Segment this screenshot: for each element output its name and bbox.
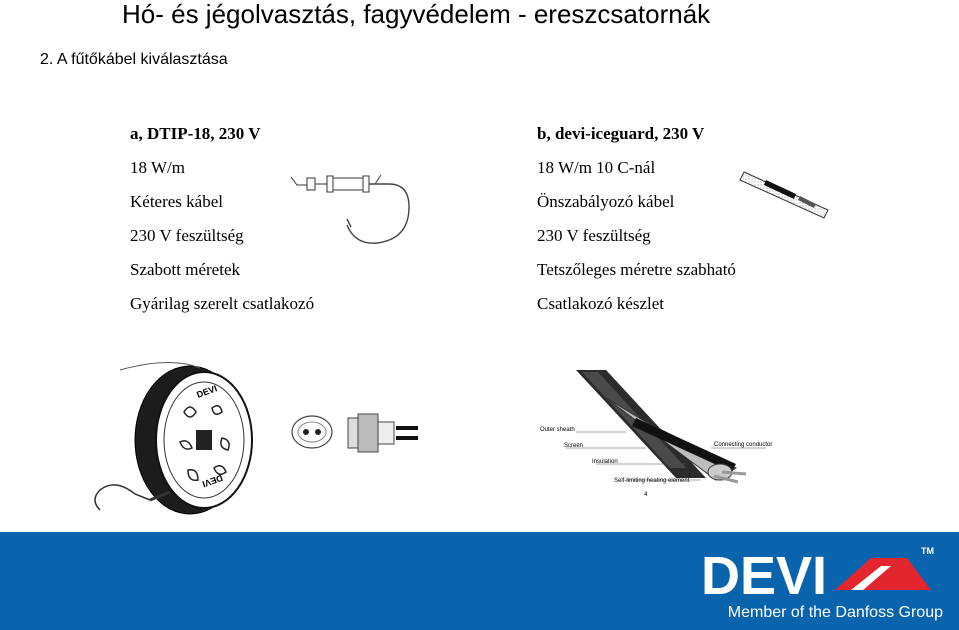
footer-tagline: Member of the Danfoss Group [727, 604, 943, 621]
figure-number: 4 [644, 492, 648, 498]
page-title: Hó- és jégolvasztás, fagyvédelem - ereszcsatornák [122, 0, 711, 29]
column-iceguard-heading: b, devi-iceguard, 230 V [537, 124, 705, 143]
reel-label-top: DEVI [195, 383, 219, 400]
plug-connector-image [288, 408, 423, 458]
trademark-mark: TM [921, 546, 934, 556]
label-insulation: Insulation [592, 459, 618, 465]
label-heating-element: Self-limiting heating element [614, 478, 690, 484]
dtip-cable-sketch [285, 163, 415, 253]
column-dtip-line: 230 V feszültség [130, 226, 244, 245]
column-iceguard-line: 18 W/m 10 C-nál [537, 158, 656, 177]
label-outer-sheath: Outer sheath [540, 427, 575, 433]
section-subtitle: 2. A fűtőkábel kiválasztása [40, 51, 228, 68]
column-dtip-line: Szabott méretek [130, 260, 240, 279]
column-iceguard-line: 230 V feszültség [537, 226, 651, 245]
column-iceguard-line: Önszabályozó kábel [537, 192, 675, 211]
column-iceguard [537, 124, 736, 328]
column-iceguard-line: Tetszőleges méretre szabható [537, 260, 736, 279]
column-iceguard-line: Csatlakozó készlet [537, 294, 664, 313]
footer-banner [0, 532, 959, 630]
column-dtip-line: 18 W/m [130, 158, 185, 177]
devi-logo [701, 544, 941, 600]
label-screen: Screen [564, 443, 584, 449]
iceguard-cable-sketch [736, 166, 836, 224]
reel-label-bottom: DEVI [200, 472, 225, 490]
column-dtip-line: Gyárilag szerelt csatlakozó [130, 294, 315, 313]
cable-structure-diagram [536, 368, 786, 503]
column-dtip-line: Kéteres kábel [130, 192, 223, 211]
label-connecting-conductor: Connecting conductor [714, 442, 773, 448]
column-dtip-heading: a, DTIP-18, 230 V [130, 124, 261, 143]
cable-reel-image [80, 360, 260, 520]
devi-logo-text: DEVI [701, 546, 828, 600]
